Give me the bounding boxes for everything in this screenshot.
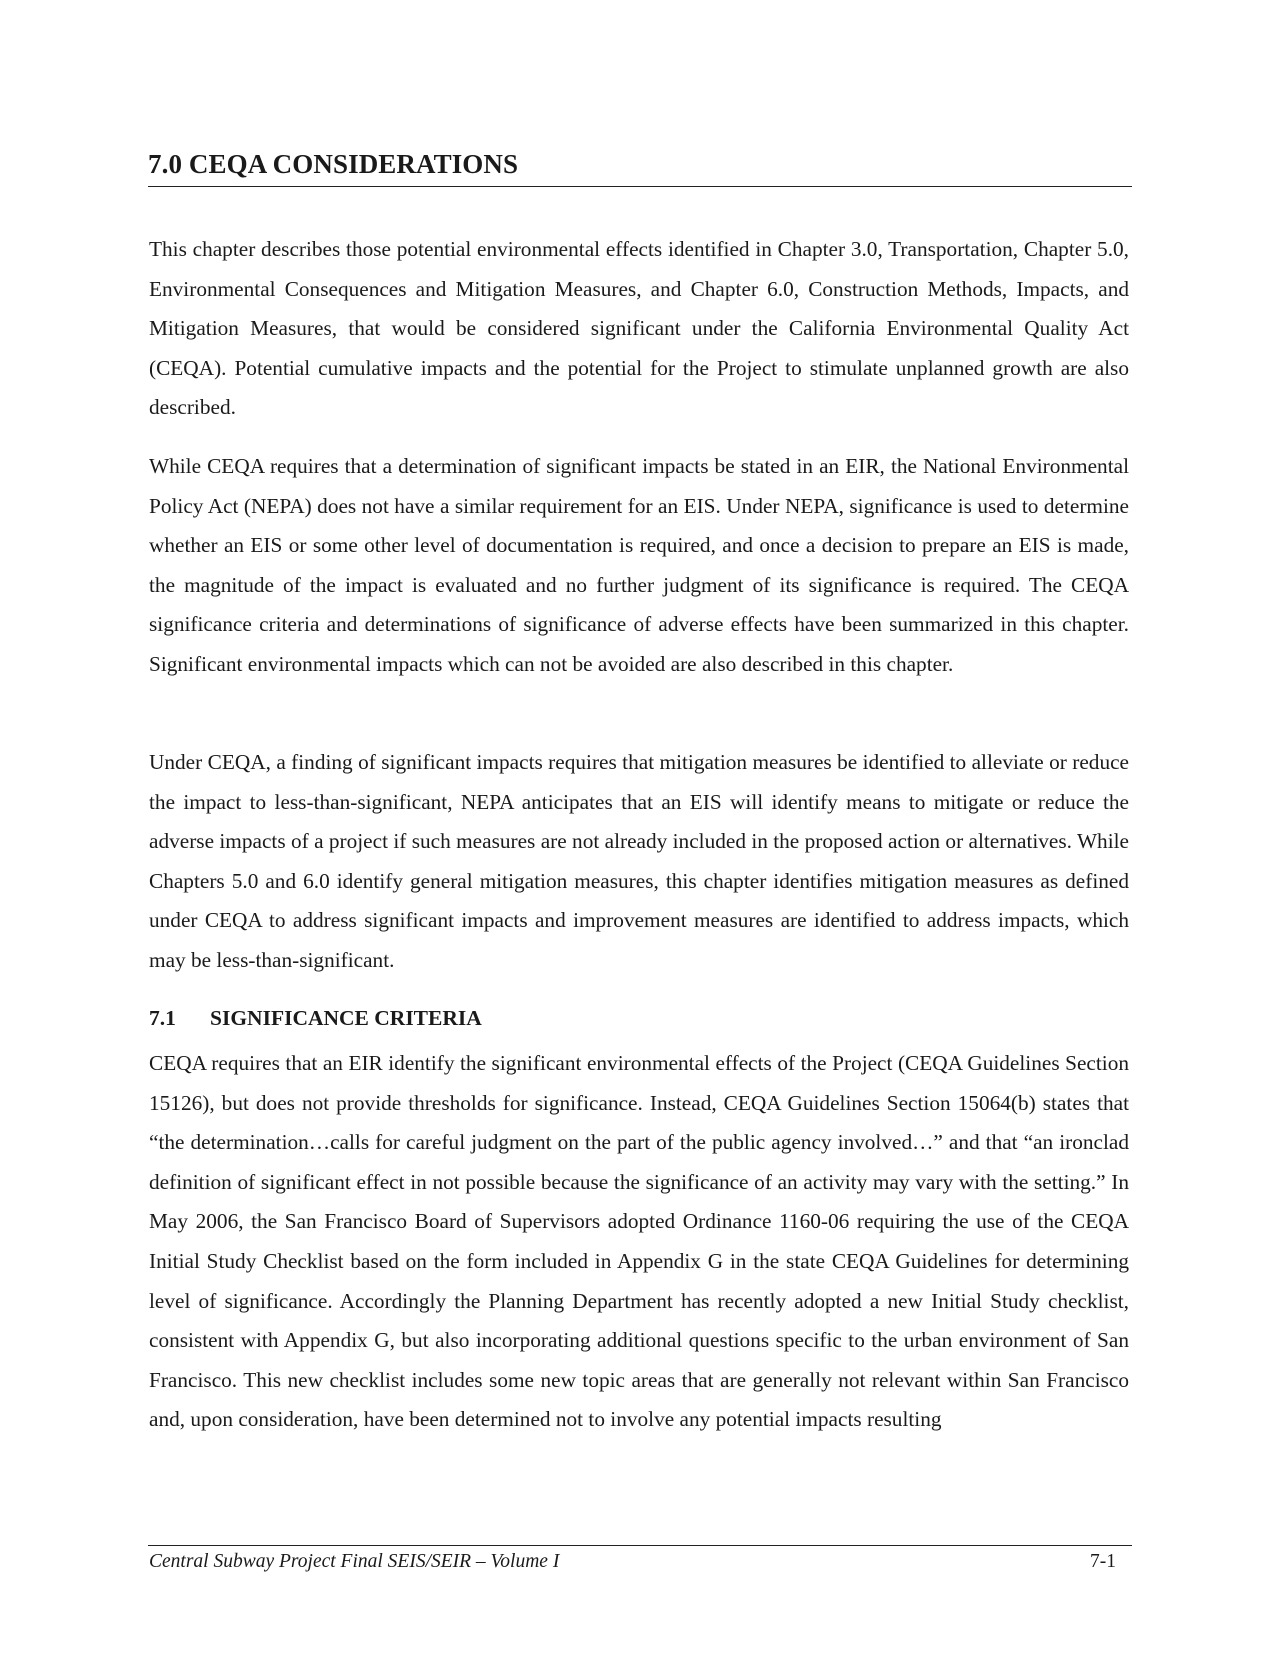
section-paragraph: CEQA requires that an EIR identify the significant environmental effects of the Project (CEQA Guidelines Section 15126), but does not provide thresholds for significance. Instead, CEQA Guidelines Section 15064(b) states that “the determination…calls for careful judgment on the part of the public agency involved…” and that “an ironclad definition of significant effect in not possible because the significance of an activity may vary with the setting.” In May 2006, the San Francisco Board of Supervisors adopted Ordinance 1160-06 requiring the use of the CEQA Initial Study Checklist based on the form included in Appendix G in the state CEQA Guidelines for determining level of significance. Accordingly the Planning Department has recently adopted a new Initial Study checklist, consistent with Appendix G, but also incorporating additional questions specific to the urban environment of San Francisco. This new checklist includes some new topic areas that are generally not relevant within San Francisco and, upon consideration, have been determined not to involve any potential impacts resulting bbox=[149, 1051, 1129, 1432]
section-title: SIGNIFICANCE CRITERIA bbox=[210, 1006, 482, 1030]
footer-document-title: Central Subway Project Final SEIS/SEIR – Volume I bbox=[149, 1551, 560, 1572]
body-paragraph: Under CEQA, a finding of significant impacts requires that mitigation measures be identified to alleviate or reduce the impact to less-than-significant, NEPA anticipates that an EIS will identify means to mitigate or reduce the adverse impacts of a project if such measures are not already included in the proposed action or alternatives. While Chapters 5.0 and 6.0 identify general mitigation measures, this chapter identifies mitigation measures as defined under CEQA to address significant impacts and improvement measures are identified to address impacts, which may be less-than-significant. bbox=[149, 750, 1129, 972]
body-paragraph: This chapter describes those potential environmental effects identified in Chapter 3.0, Transportation, Chapter 5.0, Environmental Consequences and Mitigation Measures, and Chapter 6.0, Construction Methods, Impacts, and Mitigation Measures, that would be considered significant under the California Environmental Quality Act (CEQA). Potential cumulative impacts and the potential for the Project to stimulate unplanned growth are also described. bbox=[149, 237, 1129, 420]
footer-page-number: 7-1 bbox=[1090, 1551, 1116, 1572]
chapter-heading: 7.0 CEQA CONSIDERATIONS bbox=[148, 146, 1132, 187]
section-number: 7.1 bbox=[149, 1006, 176, 1030]
footer-divider bbox=[148, 1545, 1132, 1546]
body-paragraph: While CEQA requires that a determination of significant impacts be stated in an EIR, the National Environmental Policy Act (NEPA) does not have a similar requirement for an EIS. Under NEPA, significance is used to determine whether an EIS or some other level of documentation is required, and once a decision to prepare an EIS is made, the magnitude of the impact is evaluated and no further judgment of its significance is required. The CEQA significance criteria and determinations of significance of adverse effects have been summarized in this chapter. Significant environmental impacts which can not be avoided are also described in this chapter. bbox=[149, 454, 1129, 676]
section-heading bbox=[149, 1003, 482, 1033]
